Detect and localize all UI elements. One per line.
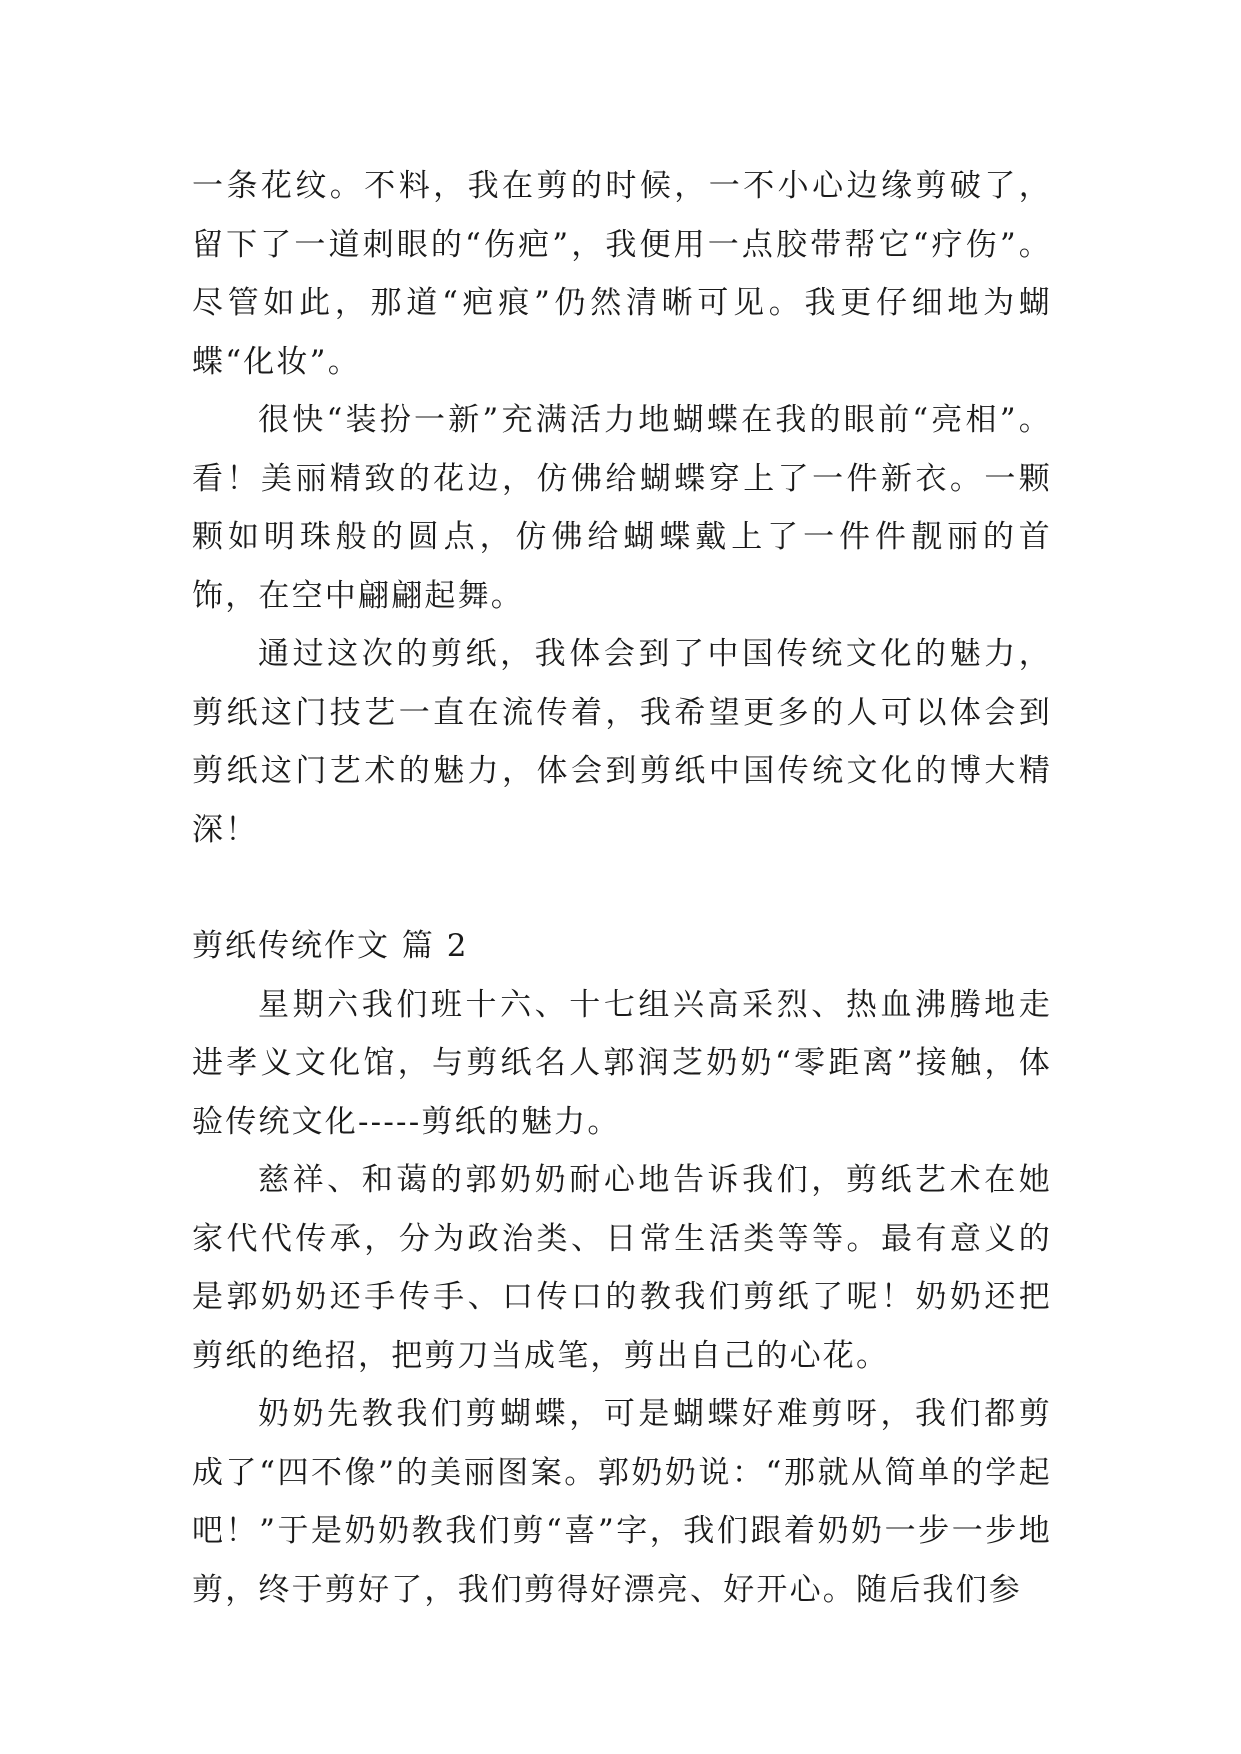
- paragraph-continued: 一条花纹。不料，我在剪的时候，一不小心边缘剪破了，留下了一道刺眼的“伤疤”，我便用一点胶带帮它“疗伤”。尽管如此，那道“疤痕”仍然清晰可见。我更仔细地为蝴蝶“化妆”。: [192, 168, 1052, 380]
- section-title: 剪纸传统作文 篇 2: [192, 928, 469, 964]
- paragraph: 很快“装扮一新”充满活力地蝴蝶在我的眼前“亮相”。看！美丽精致的花边，仿佛给蝴蝶穿上了一件新衣。一颗颗如明珠般的圆点，仿佛给蝴蝶戴上了一件件靓丽的首饰，在空中翩翩起舞。: [192, 402, 1052, 614]
- paragraph: 慈祥、和蔼的郭奶奶耐心地告诉我们，剪纸艺术在她家代代传承，分为政治类、日常生活类等等。最有意义的是郭奶奶还手传手、口传口的教我们剪纸了呢！奶奶还把剪纸的绝招，把剪刀当成笔，剪出自己的心花。: [192, 1162, 1052, 1374]
- document-body: [192, 157, 1052, 1619]
- paragraph: 奶奶先教我们剪蝴蝶，可是蝴蝶好难剪呀，我们都剪成了“四不像”的美丽图案。郭奶奶说：“那就从简单的学起吧！”于是奶奶教我们剪“喜”字，我们跟着奶奶一步一步地剪，终于剪好了，我们剪得好漂亮、好开心。随后我们参: [192, 1396, 1052, 1608]
- paragraph: 星期六我们班十六、十七组兴高采烈、热血沸腾地走进孝义文化馆，与剪纸名人郭润芝奶奶“零距离”接触，体验传统文化-----剪纸的魅力。: [192, 986, 1052, 1140]
- paragraph: 通过这次的剪纸，我体会到了中国传统文化的魅力，剪纸这门技艺一直在流传着，我希望更多的人可以体会到剪纸这门艺术的魅力，体会到剪纸中国传统文化的博大精深！: [192, 636, 1052, 848]
